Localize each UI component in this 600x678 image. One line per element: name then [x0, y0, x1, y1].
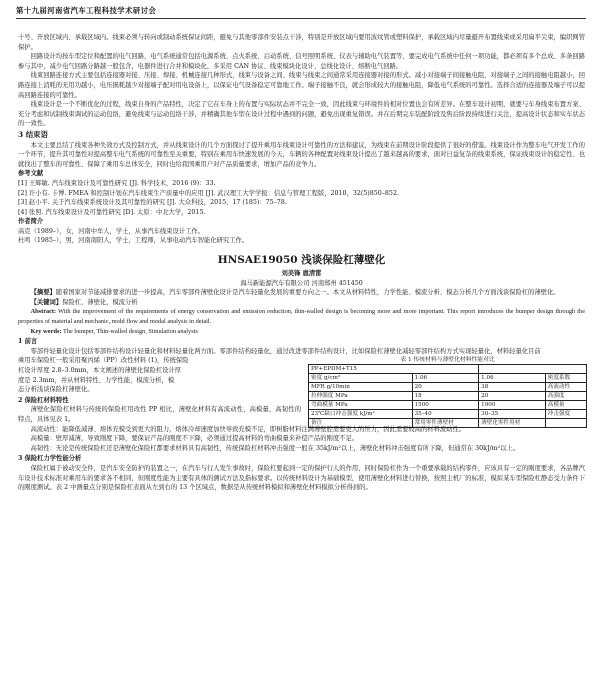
table-1 — [308, 356, 587, 428]
english-keywords — [18, 327, 585, 337]
table-header-cell: PP+EPDM+T15 — [309, 365, 479, 374]
table-cell: 38 — [479, 383, 546, 392]
table-cell: 20 — [412, 383, 479, 392]
article-authors: 刘美锋 扈清雷 — [281, 270, 322, 278]
english-keywords-text: The bumper, Thin-walled design, Simulation analysis — [63, 327, 198, 335]
table-cell: 高流动性 — [545, 383, 586, 392]
article-title: HNSAE19050 浅谈保险杠薄壁化 — [217, 254, 386, 267]
keywords-label: 【关键词】 — [30, 298, 63, 306]
column-line: 杠设计厚度 2.8–3.0mm，本文阐述的薄壁化保险杠设计厚 — [18, 367, 182, 374]
abstract-text: 随着国家对节能减排要求的进一步提高，汽车零部件薄壁化设计是汽车轻量化发展的重要方向之一。本文从材料特性，力学性能、模流分析、模态分析几个方面浅谈保险杠的薄壁化。 — [55, 289, 560, 297]
body-paragraph: 高韧性：无论是传统保险杠还是薄壁化保险杠都要求材料具有高韧性，传统保险杠材料冲击强度一般在 35kJ/m²以上，薄壁化材料冲击强度有所下降，但通常在 30kJ/m²以上。 — [30, 444, 520, 452]
content — [18, 33, 585, 493]
english-abstract — [18, 307, 585, 326]
table-cell: 密度 g/cm³ — [309, 374, 413, 383]
header-rule — [16, 18, 586, 19]
body-paragraph: 十号、开放区域内、承载区域内。线束必须与转向或制动系统保证间距，避免与其他零部件安装点干涉，特别是开放区域内要用波纹管或塑料保护，承载区域内尽量避开布置线束或采用扁平尖束，编织网管保护。 — [18, 34, 585, 51]
table-cell: 常用零件薄壁材 — [412, 419, 479, 428]
body-paragraph: 本文主要总结了线束各种失效方式及控制方式，并从线束设计的几个方面探讨了提升乘用车线束设计可靠性的方法和建议，为线束在前期设计阶段提供了很好的借鉴。线束设计作为整车电气开发工作的一个环节，提升其可靠性对提高整车电气系统的可靠性至关重要，特别在乘用车快速发展的今天，车辆的各种配置对线束设计提出了越来越高的要求，面对日益复杂的线束系统，保证线束设计的稳定性、也就找出了整车的可靠性、保障了乘用车总体安全，同时也给我国乘用户对产品质量要求，增加产品的竞争力。 — [18, 141, 585, 168]
english-abstract-text: With the improvement of the requirements of energy conservation and emission reduction, thin-walled design is becoming more and more important. This report introduces the bumper design through the properties of material and mechanic, mold flow and modal analysis in detail. — [18, 308, 585, 326]
body-paragraph: 薄壁化保险杠材料与传统的保险杠用改性 PP 相比，薄壁化材料有高流动性、高模量、高韧性的特点，具体见表 1。 — [18, 406, 301, 423]
table-cell: 1500 — [412, 401, 479, 410]
body-paragraph: 回路设计均按车型定位和配置的电气回路，电气系统通常包括电源系统、点火系统、启动系统、信号照明系统、仪表与辅助电气装置等，要完成电气系统中任何一项功能，都必须有多个总成、多条回路参与其中，减少电气回路分路越一般包含，电器件进行合并和模块化，多采用 CAN 协议、线束模块化设计、总线化设计、熔断电气回路。 — [18, 53, 585, 70]
table-row — [309, 410, 587, 419]
reference-item: [4] 张照. 汽车线束设计及可靠性研究 [D]. 太原：中北大学，2015. — [18, 208, 206, 216]
english-keywords-label: Key words: — [30, 327, 62, 335]
header-title: 第十九届河南省汽车工程科技学术研讨会 — [16, 6, 157, 15]
abstract-label: 【摘要】 — [30, 289, 56, 297]
section-heading: 1 前言 — [18, 338, 38, 346]
left-column — [18, 356, 301, 424]
table-cell: 18 — [412, 392, 479, 401]
table-row — [309, 392, 587, 401]
table-caption: 表 1 传统材料与薄壁化材料性能对比 — [400, 357, 495, 364]
table-cell — [545, 419, 586, 428]
reference-item: [2] 许小有. 卡博. FMEA 和控制计划在汽车线束生产质量中的应用 [J]. 武汉理工大学学报：信息与管理工程版，2010，32(5)850–852. — [18, 189, 399, 197]
english-abstract-label: Abstract: — [30, 308, 57, 316]
author-bio: 杜鸣（1985–），男，河南南阳人，学士，工程师，从事电动汽车智能化研究工作。 — [18, 237, 249, 245]
property-table — [308, 364, 587, 428]
table-cell: 1.06 — [412, 374, 479, 383]
keywords — [18, 298, 585, 308]
author-bios — [18, 217, 585, 246]
table-cell: 密度系数 — [545, 374, 586, 383]
body-paragraph: 线束回路连接方式主要包括连接器对接、压接、焊接、机械连接几种形式，线束与设备之间、线束与线束之间通常采用连接器对接的形式。减小对接端子间接触电阻，对接端子之间的接触电阻越小，回路连接上消耗的无用功越小，电压损耗越少对接端子配对用电设备上，以保证电气设备稳定可靠地工作。端子接触不良，就会形成较大的接触电阻，降低电气系统的可靠性。选择合适的连接器及端子可以提高回路连接的可靠性。 — [18, 72, 585, 99]
table-cell: 高模量 — [545, 401, 586, 410]
body-paragraph: 线束设计是一个不断优化的过程，线束自身的产品特性，决定了它在车身上的布置与实际状态并不完全一致，因此线束与环境件的相对位置也会有所差异。在整车设计初期，就要与车身线束布置方案、充分考虑和试制线束调试的运动包络，避免线束与运动包络干涉，并精确其他车型在设计过程中遇到的问题，避免出现重复错误。并在后期完车装配阶段及售后阶段持续进行关注，提高设计状态和实车状态的一致性。 — [18, 101, 585, 128]
table-cell: 1.06 — [479, 374, 546, 383]
section-heading: 3 结束语 — [18, 129, 48, 139]
article-affiliation: 海马新能源汽车有限公司 河南郑州 451450 — [240, 279, 363, 287]
column-line: 度是 2.3mm，并从材料特性、力学性能，模流分析，模 — [18, 376, 175, 384]
table-cell: 拉伸强度 MPa — [309, 392, 413, 401]
table-cell: 备注 — [309, 419, 413, 428]
section-heading: 2 保险杠材料特性 — [18, 396, 69, 404]
table-cell: 20 — [479, 392, 546, 401]
body-paragraph: 高流动性：能降低减薄、熔体充模受到更大的阻力，熔体冷却速度加快导致充模不足，即树脂材料注满薄壁腔需要更大的压力，因此需要较高的材料流动性。 — [30, 425, 466, 433]
section-heading: 3 保险杠力学性能分析 — [18, 455, 82, 463]
table-row — [309, 383, 587, 392]
table-cell: 高强度 — [545, 392, 586, 401]
table-cell: 薄壁化零件用材 — [479, 419, 546, 428]
table-cell: 23℃缺口冲击强度 kJ/m² — [309, 410, 413, 419]
table-float-area — [18, 356, 585, 424]
table-row — [309, 419, 587, 428]
keywords-text: 保险杠，薄壁化，模流分析 — [62, 298, 138, 306]
table-cell: 30–35 — [479, 410, 546, 419]
reference-item: [3] 赵小平. 关于汽车线束系统设计及其可靠性的研究 [J]. 大众科技，2015，17 (185)：75–78. — [18, 199, 287, 207]
body-paragraph: 保险杠属于被动安全件，是汽车安全防护的装置之一，在汽车与行人发生事故时，保险杠要起到一定的保护行人的作用，同时保险杠作为一个重要承载的结构零件，应该具有一定的刚度要求，各品牌汽车设计技术标准对乘用车的要求各不相同，但刚度性能为主要有具体的测试方法及指标要求。以传统材料设计为基础模型，使用薄壁化材料进行替换，按照主机厂的标准，模拟某车型保险杠静态受力条件下的刚度测试。表 2 中测量点分别是保险杠表面从左到右的 13 个区域点，数据是从传统材料模拟和薄壁化材料模拟分析得到的。 — [18, 464, 585, 492]
references — [18, 169, 585, 217]
body-paragraph: 零部件轻量化设计包括零部件结构设计轻量化和材料轻量化两方面。零部件结构轻量化，通过改进零部件结构设计，比如保险杠薄壁化减轻零部件结构方式实现轻量化，材料轻量化目前 — [30, 347, 541, 355]
author-bio: 高克（1989–），女，河南中牟人，学士，从事汽车线束设计工作。 — [18, 227, 205, 235]
table-cell: 35–40 — [412, 410, 479, 419]
table-header-row — [309, 365, 587, 374]
table-row — [309, 374, 587, 383]
reference-item: [1] 王辉敏. 汽车线束设计及可靠性研究 [J]. 科学技术，2016 (9)：33. — [18, 179, 216, 187]
abstract — [18, 288, 585, 298]
table-header-cell — [479, 365, 587, 374]
table-cell: 弯曲模量 MPa — [309, 401, 413, 410]
table-cell: 1900 — [479, 401, 546, 410]
body-paragraph: 高模量：壁厚减薄，导致刚度下降，要保证产品的刚度不下降，必须通过提高材料的弯曲模量来补偿产品的刚度不足。 — [30, 435, 359, 443]
column-line: 乘用车保险杠一般采用聚丙烯（PP）改性材料 (1)，传统保险 — [18, 357, 189, 365]
table-row — [309, 401, 587, 410]
table-cell: 冲击强度 — [545, 410, 586, 419]
table-cell: MFR g/10min — [309, 383, 413, 392]
column-line: 态分析浅谈保险杠薄壁化。 — [18, 386, 94, 394]
author-bios-heading: 作者简介 — [18, 218, 44, 226]
running-header — [16, 6, 586, 22]
references-heading: 参考文献 — [18, 170, 44, 178]
